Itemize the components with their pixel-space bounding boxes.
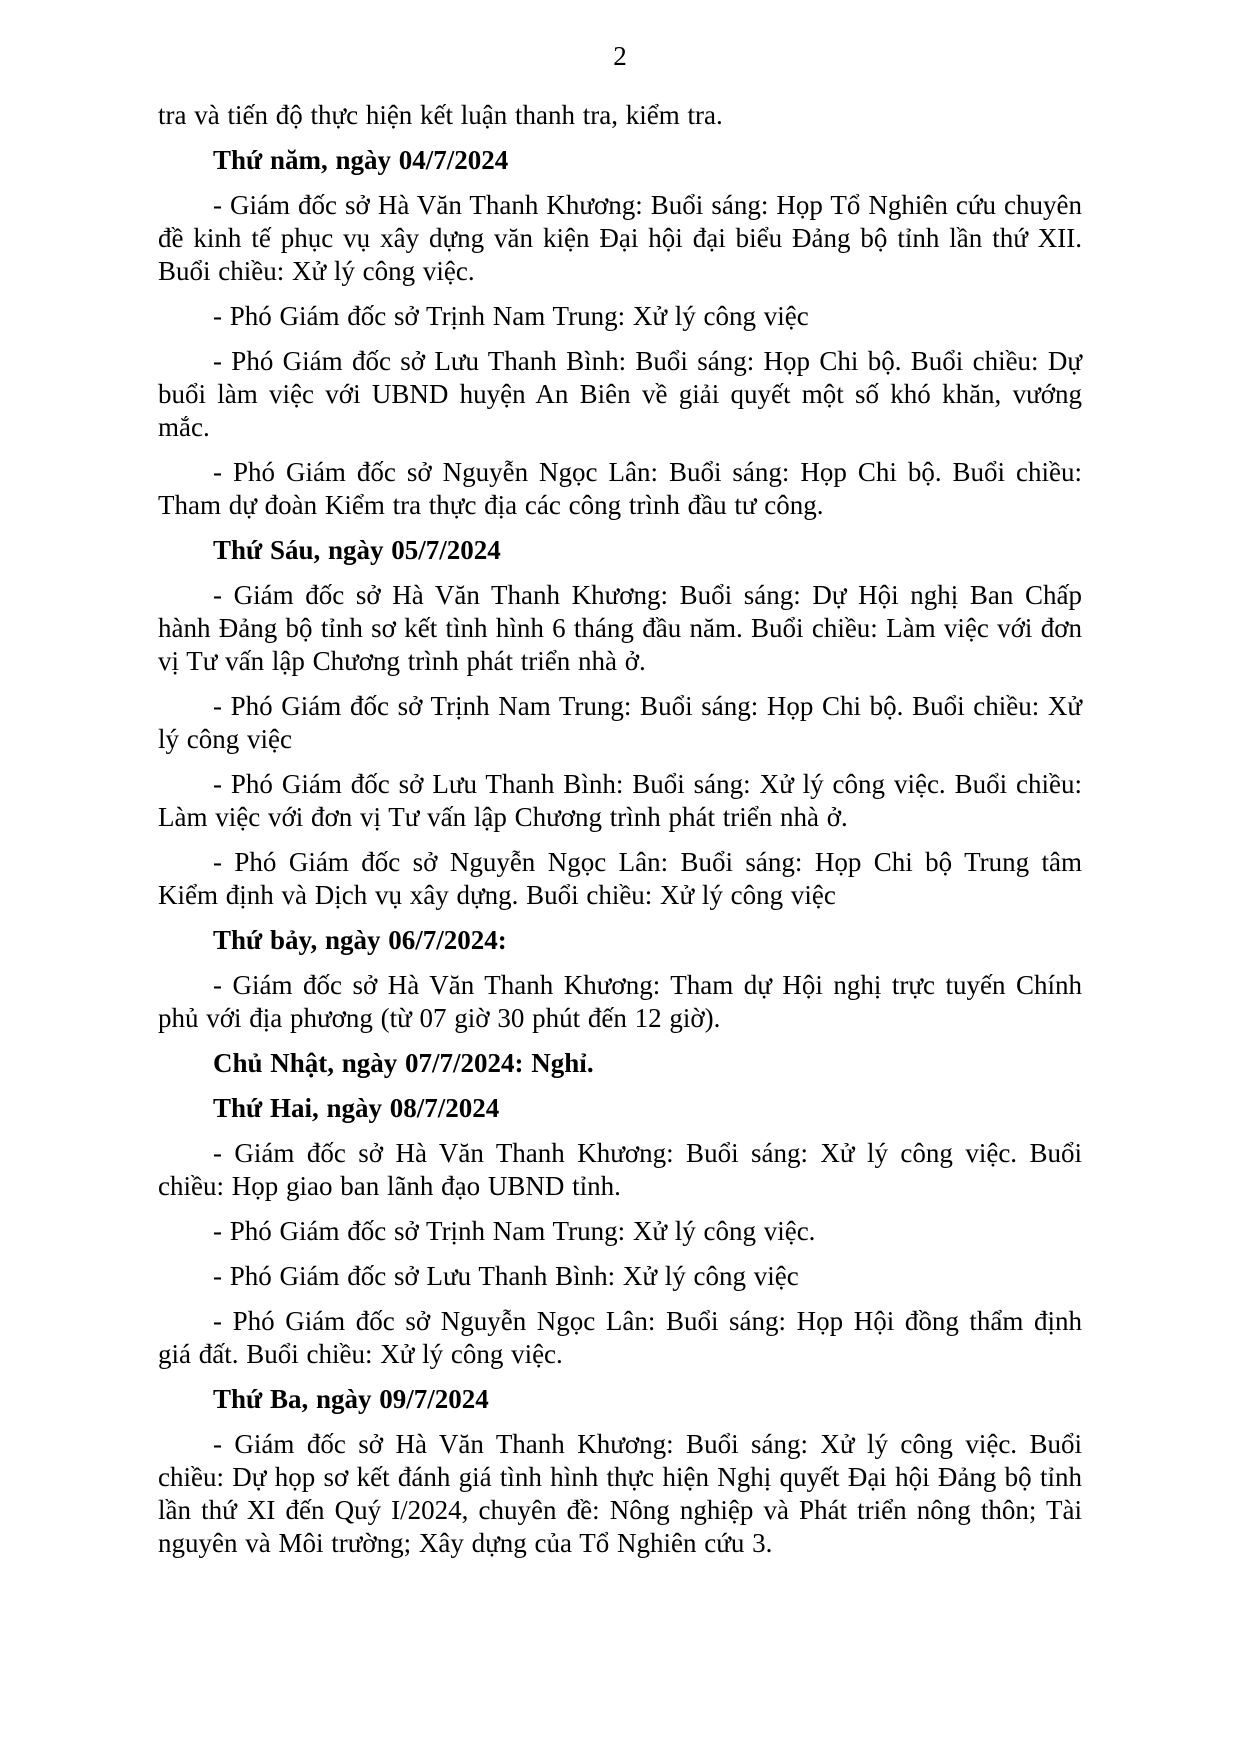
schedule-paragraph: - Phó Giám đốc sở Trịnh Nam Trung: Xử lý công việc. xyxy=(213,1216,816,1246)
schedule-paragraph: - Giám đốc sở Hà Văn Thanh Khương: Buổi sáng: Xử lý công việc. Buổi chiều: Dự họp sơ kết đánh giá tình hình thực hiện Nghị quyết Đại hội Đảng bộ tỉnh lần thứ XI đến Quý I/2024, chuyên đề: Nông nghiệp và Phát triển nông thôn; Tài nguyên và Môi trường; Xây dựng của Tổ Nghiên cứu 3. xyxy=(158,1429,1082,1558)
schedule-paragraph: - Phó Giám đốc sở Trịnh Nam Trung: Buổi sáng: Họp Chi bộ. Buổi chiều: Xử lý công việc xyxy=(158,691,1082,754)
schedule-paragraph: - Giám đốc sở Hà Văn Thanh Khương: Buổi sáng: Họp Tổ Nghiên cứu chuyên đề kinh tế phục vụ xây dựng văn kiện Đại hội đại biểu Đảng bộ tỉnh lần thứ XII. Buổi chiều: Xử lý công việc. xyxy=(158,190,1082,286)
schedule-paragraph: - Giám đốc sở Hà Văn Thanh Khương: Tham dự Hội nghị trực tuyến Chính phủ với địa phương (từ 07 giờ 30 phút đến 12 giờ). xyxy=(158,970,1082,1033)
schedule-paragraph: - Giám đốc sở Hà Văn Thanh Khương: Buổi sáng: Xử lý công việc. Buổi chiều: Họp giao ban lãnh đạo UBND tỉnh. xyxy=(158,1138,1082,1201)
schedule-paragraph: - Phó Giám đốc sở Lưu Thanh Bình: Buổi sáng: Xử lý công việc. Buổi chiều: Làm việc với đơn vị Tư vấn lập Chương trình phát triển nhà ở. xyxy=(158,769,1082,832)
schedule-paragraph: - Phó Giám đốc sở Lưu Thanh Bình: Buổi sáng: Họp Chi bộ. Buổi chiều: Dự buổi làm việc với UBND huyện An Biên về giải quyết một số khó khăn, vướng mắc. xyxy=(158,346,1082,442)
date-heading: Thứ bảy, ngày 06/7/2024: xyxy=(213,925,507,955)
date-heading: Thứ năm, ngày 04/7/2024 xyxy=(213,145,509,175)
schedule-paragraph: tra và tiến độ thực hiện kết luận thanh tra, kiểm tra. xyxy=(158,100,723,130)
schedule-paragraph: - Phó Giám đốc sở Nguyễn Ngọc Lân: Buổi sáng: Họp Chi bộ Trung tâm Kiểm định và Dịch vụ xây dựng. Buổi chiều: Xử lý công việc xyxy=(158,847,1082,910)
date-heading: Thứ Ba, ngày 09/7/2024 xyxy=(213,1384,489,1414)
schedule-paragraph: - Phó Giám đốc sở Trịnh Nam Trung: Xử lý công việc xyxy=(213,301,809,331)
schedule-paragraph: - Phó Giám đốc sở Nguyễn Ngọc Lân: Buổi sáng: Họp Chi bộ. Buổi chiều: Tham dự đoàn Kiểm tra thực địa các công trình đầu tư công. xyxy=(158,457,1082,520)
document-content xyxy=(158,99,1082,1560)
schedule-paragraph: - Giám đốc sở Hà Văn Thanh Khương: Buổi sáng: Dự Hội nghị Ban Chấp hành Đảng bộ tỉnh sơ kết tình hình 6 tháng đầu năm. Buổi chiều: Làm việc với đơn vị Tư vấn lập Chương trình phát triển nhà ở. xyxy=(158,580,1082,676)
schedule-paragraph: - Phó Giám đốc sở Lưu Thanh Bình: Xử lý công việc xyxy=(213,1261,799,1291)
schedule-paragraph: - Phó Giám đốc sở Nguyễn Ngọc Lân: Buổi sáng: Họp Hội đồng thẩm định giá đất. Buổi chiều: Xử lý công việc. xyxy=(158,1306,1082,1369)
date-heading: Chủ Nhật, ngày 07/7/2024: Nghỉ. xyxy=(213,1048,594,1078)
date-heading: Thứ Hai, ngày 08/7/2024 xyxy=(213,1093,500,1123)
page-number: 2 xyxy=(613,41,627,71)
date-heading: Thứ Sáu, ngày 05/7/2024 xyxy=(213,535,501,565)
